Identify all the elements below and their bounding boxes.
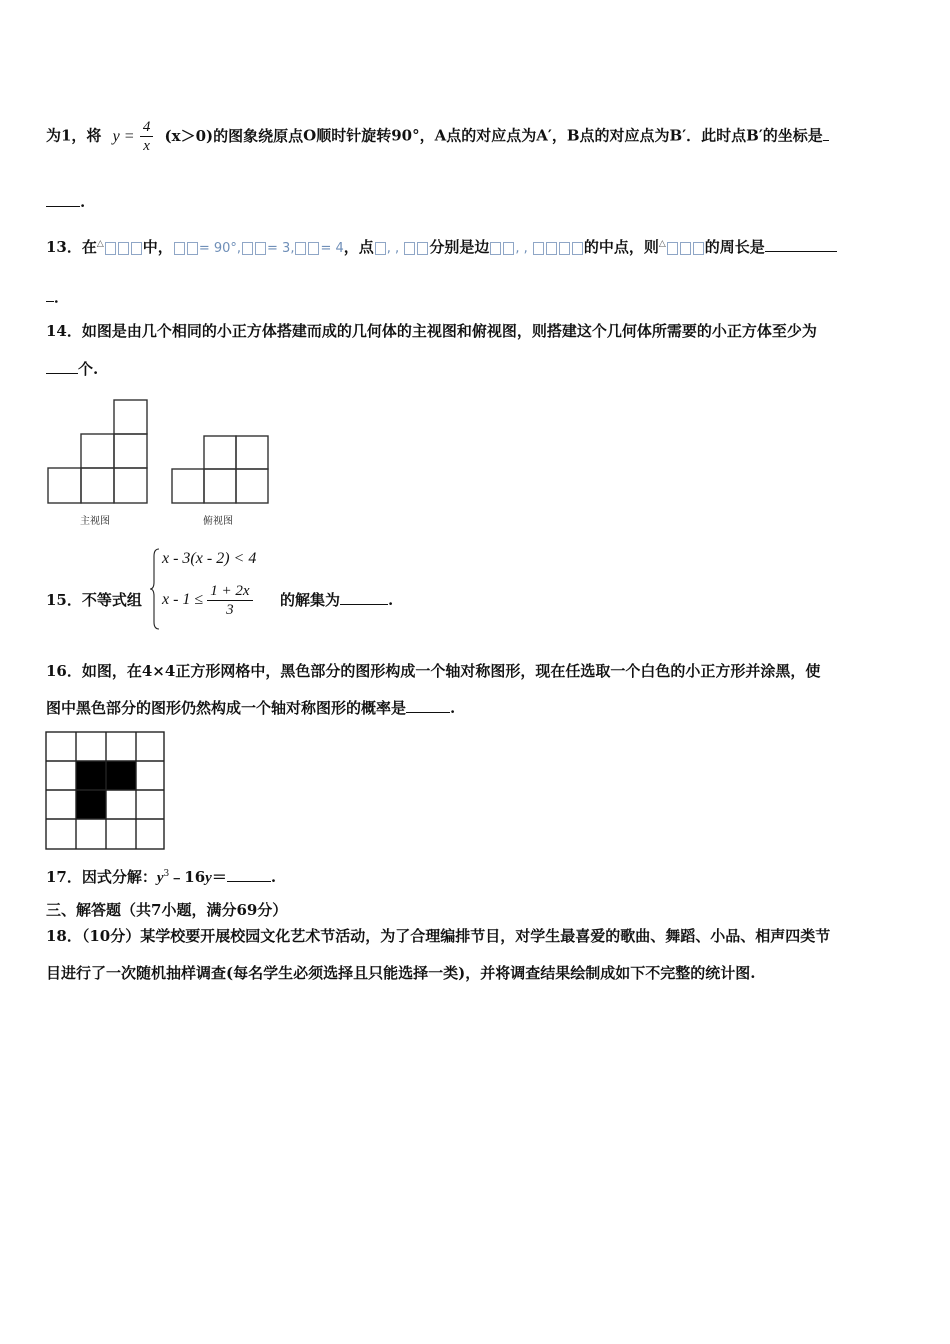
q15-eq2-den: 3: [226, 602, 234, 618]
front-view-cell: [114, 400, 147, 434]
q18-line2-text: 目进行了一次随机抽样调查(每名学生必须选择且只能选择一类)，并将调查结果绘制成如下不完整的统计图.: [46, 964, 756, 982]
q16-line1: [46, 660, 820, 681]
top-view-cell: [204, 436, 236, 469]
q16-end: .: [450, 699, 456, 717]
q13-answer-blank-cont: [46, 287, 54, 302]
missing-glyph-icon: [533, 242, 544, 255]
top-view: [172, 436, 268, 503]
q16-line1-text: 16．如图，在4×4正方形网格中，黑色部分的图形构成一个轴对称图形，现在任选取一个白色的小正方形并涂黑，使: [46, 662, 821, 680]
q17-end: .: [270, 868, 277, 886]
q12-blank-part1: [823, 126, 829, 141]
missing-glyph-icon: [680, 242, 691, 255]
q13-sides-sep: , ,: [515, 241, 532, 256]
top-view-cell: [204, 469, 236, 503]
missing-glyph-icon: [255, 242, 266, 255]
q15-after-text: 的解集为: [280, 591, 341, 609]
q14-answer-blank: [46, 359, 78, 374]
q14-views-figure: [44, 398, 284, 510]
front-view-cell: [114, 468, 147, 503]
top-view-cell: [172, 469, 204, 503]
q18-line2: [46, 962, 755, 983]
q15-eq2-left: x - 1 ≤: [162, 591, 204, 609]
q13-perimeter-text: 的周长是: [704, 238, 765, 256]
missing-glyph-icon: [308, 242, 319, 255]
triangle-icon: △: [658, 239, 666, 249]
q15-eq2: [162, 582, 253, 619]
q12-a-text: 点的对应点为A′，: [446, 126, 567, 145]
top-view-caption: 俯视图: [203, 516, 233, 527]
front-view-cell: [114, 434, 147, 468]
q17-y: y: [156, 870, 164, 886]
q18-line1: [46, 925, 830, 946]
q13-line2: [46, 286, 69, 307]
q13-cond3: = 4: [320, 241, 344, 256]
q12-func-y: y =: [112, 127, 135, 145]
q12-b-text: 点的对应点为B′．此时点B′的坐标是: [579, 126, 823, 145]
triangle-icon: △: [96, 239, 104, 249]
q17-line: [46, 866, 276, 887]
missing-glyph-icon: [667, 242, 678, 255]
q17-answer-blank: [227, 867, 271, 882]
q15-answer-blank: [340, 590, 388, 605]
q13-midpoints-text: 分别是边: [429, 238, 490, 256]
q13-number: 13．在: [46, 238, 97, 256]
missing-glyph-icon: [503, 242, 514, 255]
q14-line: [46, 320, 817, 341]
missing-glyph-icon: [693, 242, 704, 255]
missing-glyph-icon: [404, 242, 415, 255]
q16-grid-figure: [44, 730, 166, 852]
q13-line: 13．在△ 中， = 90°, = 3, = 4，点 , , 分别是边 , , 的中点，则△ 的周长是: [46, 236, 837, 257]
front-view-cell: [81, 434, 114, 468]
q13-cond1: = 90°: [198, 241, 237, 256]
front-view-cell: [81, 468, 114, 503]
q15-inequality-system: [150, 548, 290, 630]
missing-glyph-icon: [375, 242, 386, 255]
missing-glyph-icon: [187, 242, 198, 255]
q15-label-text: 15．不等式组: [46, 591, 142, 609]
missing-glyph-icon: [105, 242, 116, 255]
left-brace-icon: [150, 548, 160, 630]
q13-cond2: = 3,: [267, 241, 295, 256]
q12-line2: [46, 192, 85, 211]
front-view-caption: 主视图: [80, 516, 110, 527]
q12-func-frac: [140, 118, 154, 155]
q13-middle: 中，: [142, 238, 173, 256]
front-view: [48, 400, 147, 503]
top-view-cell: [236, 469, 268, 503]
q12-prefix: 为1，将: [46, 126, 102, 145]
top-view-cell: [236, 436, 268, 469]
q17-y2: y: [205, 870, 212, 886]
q12-end: .: [80, 193, 86, 211]
q17-label: 17．因式分解：: [46, 868, 157, 886]
q12-b: B: [566, 126, 580, 145]
q16-line2: [46, 697, 455, 718]
q17-exp: 3: [163, 869, 170, 879]
q14-text: 14．如图是由几个相同的小正方体搭建而成的几何体的主视图和俯视图，则搭建这个几何体所需要的小正方体至少为: [46, 322, 817, 340]
missing-glyph-icon: [559, 242, 570, 255]
q14-line2: [46, 358, 98, 379]
q15-after: [280, 589, 393, 610]
missing-glyph-icon: [242, 242, 253, 255]
q15-label: [46, 589, 142, 610]
section3-title-text: 三、解答题（共7小题，满分69分）: [46, 901, 288, 919]
q17-eq: ＝: [211, 868, 227, 886]
missing-glyph-icon: [546, 242, 557, 255]
q18-line1-text: 18．（10分）某学校要开展校园文化艺术节活动，为了合理编排节目，对学生最喜爱的歌曲、舞蹈、小品、相声四类节: [46, 927, 831, 945]
missing-glyph-icon: [131, 242, 142, 255]
q12-line: [46, 118, 829, 155]
q12-condition: (x＞0)的图象绕原点: [164, 126, 304, 145]
q15-eq1: x - 3(x - 2) < 4: [162, 550, 257, 567]
q15-eq2-frac: [207, 582, 252, 619]
q12-rotation: 顺时针旋转90°，: [316, 126, 435, 145]
q13-points-sep: , ,: [386, 241, 404, 256]
q12-func-den: x: [143, 138, 150, 154]
q12-blank-part2: [46, 192, 80, 207]
q13-end: ．: [54, 288, 70, 306]
missing-glyph-icon: [174, 242, 185, 255]
q16-answer-blank: [406, 698, 450, 713]
q14-end: 个.: [78, 360, 99, 378]
q12-a: A: [434, 126, 447, 145]
front-view-cell: [48, 468, 81, 503]
missing-glyph-icon: [490, 242, 501, 255]
missing-glyph-icon: [118, 242, 129, 255]
q12-func-num: 4: [140, 118, 154, 137]
missing-glyph-icon: [295, 242, 306, 255]
q17-rest: ﹣16: [169, 868, 206, 886]
q15-end: .: [388, 591, 394, 609]
q13-answer-blank: [765, 237, 837, 252]
q13-dot: ，点: [343, 238, 374, 256]
q12-o: O: [303, 126, 317, 145]
section3-title: [46, 899, 287, 920]
q15-eq2-num: 1 + 2x: [207, 582, 252, 601]
q16-line2-text: 图中黑色部分的图形仍然构成一个轴对称图形的概率是: [46, 699, 407, 717]
missing-glyph-icon: [572, 242, 583, 255]
black-cell-col: [76, 790, 106, 819]
q13-midpoint-end: 的中点，则: [583, 238, 659, 256]
missing-glyph-icon: [417, 242, 428, 255]
